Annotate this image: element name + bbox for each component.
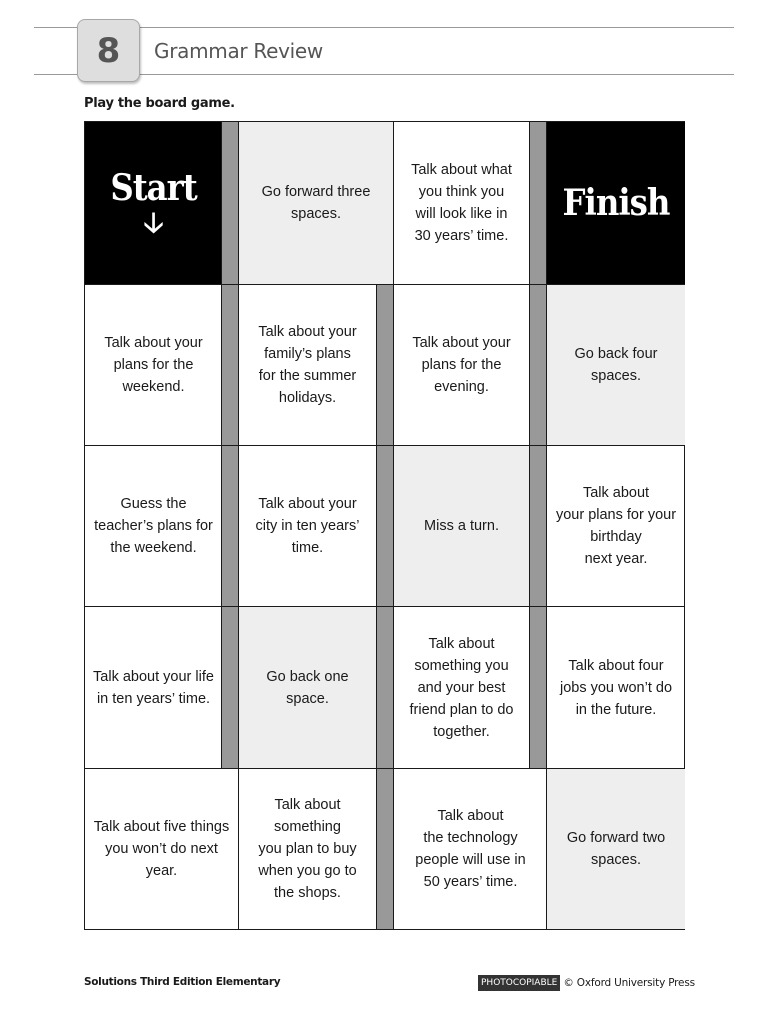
grid-line bbox=[529, 122, 530, 768]
board-game-grid bbox=[84, 121, 685, 930]
arrow-down-icon: 🡣 bbox=[143, 206, 164, 239]
start-label: Start bbox=[110, 167, 197, 209]
start-cell bbox=[85, 122, 222, 284]
board-cell-r4c1: Talk about your life in ten years’ time. bbox=[93, 668, 214, 707]
board-cell-r3c3: Miss a turn. bbox=[394, 446, 529, 606]
grid-line bbox=[546, 122, 547, 929]
grid-line bbox=[85, 445, 685, 446]
finish-label: Finish bbox=[562, 182, 670, 224]
grid-line bbox=[85, 768, 685, 769]
board-cell-r1c3: Talk about what you think you will look like in 30 years’ time. bbox=[411, 162, 512, 244]
instruction-text: Play the board game. bbox=[84, 96, 235, 111]
board-cell-r2c2: Talk about your family’s plans for the summer holidays. bbox=[258, 324, 357, 406]
grid-line bbox=[238, 122, 239, 929]
board-cell-r2c3: Talk about your plans for the evening. bbox=[412, 335, 511, 395]
grid-line bbox=[221, 122, 222, 768]
footer-copyright bbox=[478, 975, 695, 991]
unit-number-badge: 8 bbox=[77, 19, 140, 82]
board-cell-r2c1: Talk about your plans for the weekend. bbox=[104, 335, 203, 395]
footer-book-title: Solutions Third Edition Elementary bbox=[84, 976, 281, 988]
board-cell-r4c4: Talk about four jobs you won’t do in the future. bbox=[559, 657, 673, 718]
board-cell-r5c3: Talk about the technology people will use in 50 years’ time. bbox=[415, 808, 526, 890]
board-cell-r1c2: Go forward three spaces. bbox=[239, 122, 393, 284]
board-cell-r3c2: Talk about your city in ten years’ time. bbox=[255, 496, 360, 556]
board-cell-r3c1: Guess the teacher’s plans for the weekend. bbox=[94, 496, 213, 556]
path-bar-middle bbox=[377, 285, 393, 929]
grid-line bbox=[85, 606, 685, 607]
board-cell-r4c2: Go back one space. bbox=[239, 607, 376, 768]
finish-cell bbox=[547, 122, 685, 284]
copyright-text: © Oxford University Press bbox=[563, 977, 695, 989]
board-cell-r5c4: Go forward two spaces. bbox=[547, 769, 685, 929]
photocopiable-badge: PHOTOCOPIABLE bbox=[478, 975, 560, 991]
grid-line bbox=[393, 122, 394, 929]
board-cell-r3c4: Talk about your plans for your birthday next year. bbox=[555, 485, 677, 567]
board-cell-r5c2: Talk about something you plan to buy when you go to the shops. bbox=[258, 797, 357, 901]
grid-line bbox=[376, 285, 377, 929]
board-cell-r4c3: Talk about something you and your best friend plan to do together. bbox=[409, 635, 514, 740]
board-cell-r2c4: Go back four spaces. bbox=[547, 285, 685, 445]
grid-line bbox=[85, 284, 685, 285]
page-title: Grammar Review bbox=[154, 39, 323, 63]
board-cell-r5c1: Talk about five things you won’t do next year. bbox=[93, 819, 230, 879]
